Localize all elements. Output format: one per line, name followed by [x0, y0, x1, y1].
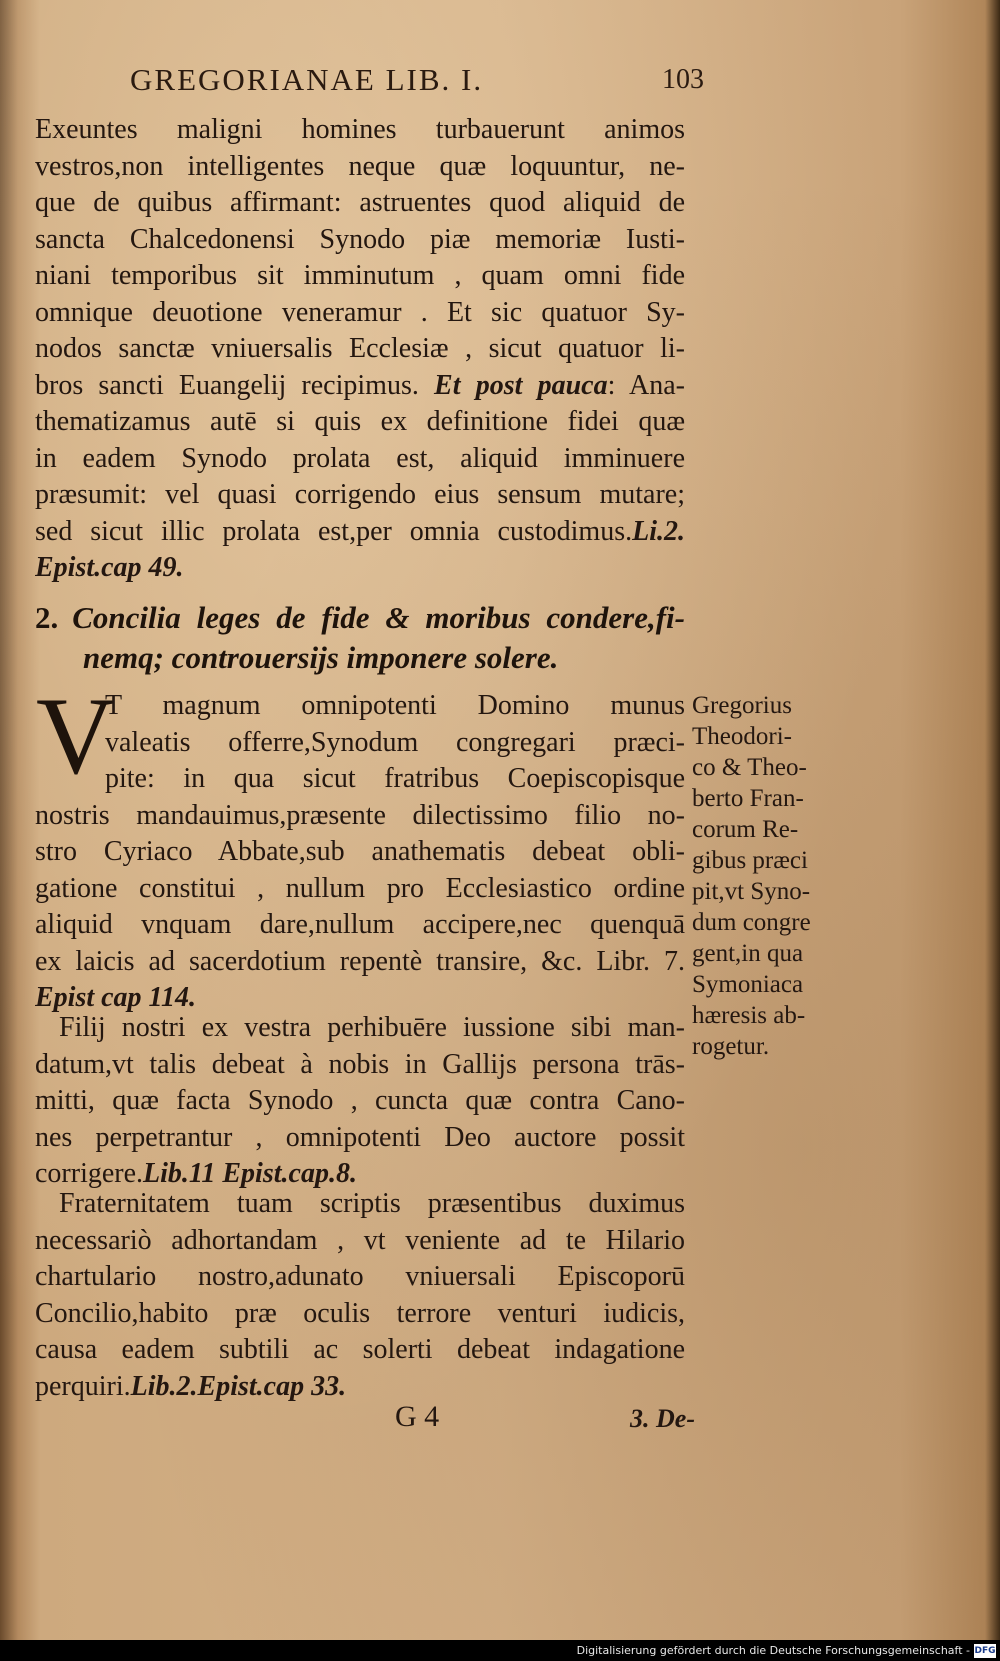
- reference: Li.2.: [632, 515, 685, 547]
- text-line: causa eadem subtili ac solerti debeat indagatione: [35, 1334, 685, 1365]
- text-line: nodos sanctæ vniuersalis Ecclesiæ , sicut quatuor li-: [35, 333, 685, 364]
- section-number: 2.: [35, 600, 59, 635]
- footer-bar: [0, 1642, 1000, 1661]
- marginal-line: Symoniaca: [692, 971, 804, 998]
- text-line: nostris mandauimus,præsente dilectissimo filio no-: [35, 799, 685, 831]
- marginal-line: dum congre: [692, 909, 811, 936]
- text-line: chartulario nostro,adunato vniuersali Episcoporū: [35, 1261, 685, 1292]
- paragraph-2: [35, 675, 685, 1017]
- text-fragment: corrigere.: [35, 1158, 144, 1189]
- text-line: ex laicis ad sacerdotium repentè transire, &c. Libr. 7.: [35, 945, 685, 977]
- signature-mark: G 4: [395, 1400, 440, 1433]
- text-line: mitti, quæ facta Synodo , cuncta quæ contra Cano-: [35, 1085, 685, 1116]
- text-line: omnique deuotione veneramur . Et sic quatuor Sy-: [35, 296, 685, 328]
- text-line: valeatis offerre,Synodum congregari præci-: [105, 726, 685, 758]
- marginal-line: gibus præci: [692, 847, 808, 874]
- text-fragment: sed sicut illic prolata est,per omnia custodimus.: [35, 515, 633, 547]
- text-line: Fraternitatem tuam scriptis præsentibus duximus: [59, 1188, 685, 1219]
- text-line: T magnum omnipotenti Domino munus: [105, 690, 685, 721]
- reference: Lib.11 Epist.cap.8.: [143, 1158, 357, 1189]
- marginal-line: corum Re-: [692, 816, 799, 843]
- dfg-logo: DFG: [974, 1646, 996, 1656]
- marginal-line: hæresis ab-: [692, 1002, 806, 1029]
- text-line: Exeuntes maligni homines turbauerunt animos: [35, 114, 685, 145]
- text-line: in eadem Synodo prolata est, aliquid imminuere: [35, 442, 685, 474]
- text-line: pite: in qua sicut fratribus Coepiscopisque: [105, 763, 685, 794]
- marginal-line: rogetur.: [692, 1033, 770, 1060]
- section-heading: [35, 598, 685, 678]
- text-line: stro Cyriaco Abbate,sub anathematis debeat obli-: [35, 836, 685, 867]
- italic-phrase: Et post pauca: [434, 369, 608, 401]
- text-line: que de quibus affirmant: astruentes quod aliquid de: [35, 187, 685, 218]
- text-line: [35, 368, 685, 405]
- paragraph-3: [35, 1010, 685, 1193]
- text-line: thematizamus autē si quis ex definitione fidei quæ: [35, 406, 685, 437]
- text-line: datum,vt talis debeat à nobis in Gallijs persona trās-: [35, 1048, 685, 1080]
- marginal-note: [692, 690, 842, 1062]
- marginal-line: gent,in qua: [692, 940, 804, 967]
- text-line: niani temporibus sit imminutum , quam omni fide: [35, 260, 685, 291]
- text-line: necessariò adhortandam , vt veniente ad te Hilario: [35, 1224, 685, 1256]
- drop-cap: V: [36, 675, 116, 797]
- text-line: aliquid vnquam dare,nullum accipere,nec quenquā: [35, 909, 685, 940]
- paragraph-4: [35, 1186, 685, 1405]
- text-fragment: : Ana-: [607, 369, 685, 401]
- header-title: GREGORIANAE LIB. I.: [130, 62, 484, 97]
- marginal-line: co & Theo-: [692, 754, 807, 781]
- text-line: sancta Chalcedonensi Synodo piæ memoriæ Iusti-: [35, 223, 685, 255]
- page-number: 103: [662, 64, 704, 95]
- heading-line: [35, 598, 685, 638]
- text-line: Concilio,habito præ oculis terrore venturi iudicis,: [35, 1297, 685, 1329]
- funding-credit: Digitalisierung gefördert durch die Deutsche Forschungsgemeinschaft -: [576, 1644, 970, 1657]
- text-line: [35, 514, 685, 551]
- reference: Lib.2.Epist.cap 33.: [130, 1370, 347, 1402]
- marginal-line: berto Fran-: [692, 785, 804, 812]
- text-line: præsumit: vel quasi corrigendo eius sensum mutare;: [35, 479, 685, 510]
- text-fragment: bros sancti Euangelij recipimus.: [35, 369, 419, 401]
- marginal-line: Gregorius: [692, 692, 792, 719]
- heading-text: Concilia leges de fide & moribus condere,fi-: [72, 600, 685, 635]
- text-line: gatione constitui , nullum pro Ecclesiastico ordine: [35, 872, 685, 904]
- marginal-line: Theodori-: [692, 723, 792, 750]
- reference-line: Epist cap 114.: [35, 982, 197, 1013]
- text-line: nes perpetrantur , omnipotenti Deo auctore possit: [35, 1121, 685, 1153]
- catchword: 3. De-: [630, 1404, 695, 1433]
- heading-line: nemq; controuersijs imponere solere.: [83, 640, 559, 675]
- running-header: [130, 62, 704, 98]
- marginal-line: pit,vt Syno-: [692, 878, 811, 905]
- text-line: vestros,non intelligentes neque quæ loquuntur, ne-: [35, 150, 685, 182]
- text-line: [35, 1369, 685, 1406]
- reference-line: Epist.cap 49.: [35, 552, 184, 583]
- text-fragment: perquiri.: [35, 1370, 131, 1402]
- paragraph-1: [35, 112, 685, 587]
- text-line: Filij nostri ex vestra perhibuēre iussione sibi man-: [59, 1012, 685, 1043]
